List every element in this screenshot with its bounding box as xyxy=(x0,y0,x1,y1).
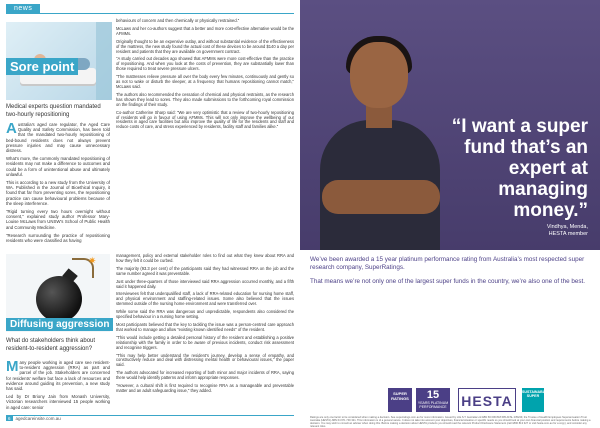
article2-paragraph: "However, a cultural shift is first required to recognise RRA as a manageable and preventable matter and an adult safeguarding issue," they added. xyxy=(116,383,294,393)
article1-paragraph: This is according to a new study from the University of WA. Published in the Journal of Bioethical Inquiry, it found that far from preventing sores, the repositioning practice can cause behavioural problems because of the sleep interference. xyxy=(6,180,110,206)
page-footer xyxy=(6,416,61,421)
article1-dropcap: A xyxy=(6,120,17,137)
article2-column-2 xyxy=(116,254,294,397)
ad-body-line-2: That means we’re not only one of the largest super funds in the country, we’re also one of the best. xyxy=(310,278,586,285)
platinum-badge xyxy=(416,388,450,412)
article2-paragraph: "This may help better understand the resident's journey, develop a sense of empathy, and constructively reduce and deal with distressing mental health or behavioural issues," the paper said. xyxy=(116,352,294,368)
article1-paragraph: behaviours of concern and then chemically or physically restrained." xyxy=(116,18,240,23)
article1-paragraph: "Research surrounding the practice of repositioning residents who were classified as having xyxy=(6,232,110,244)
spark-icon: ✷ xyxy=(88,256,97,267)
platinum-label: YEARS PLATINUM PERFORMANCE xyxy=(417,401,449,409)
article1-paragraph: "The mattresses relieve pressure all over the body every few minutes, continuously and gently so as not to wake or disturb the sleeper, at a frequency that humans repositioning cannot match," McLaws said. xyxy=(116,74,294,89)
article1-paragraph: Australia's aged care regulator, the Aged Care Quality and Safety Commission, has been told that the mandated two-hourly repositioning of bed-bound residents does not always prevent pressure injuries and may cause unnecessary distress. xyxy=(6,120,110,154)
curtain-shape xyxy=(96,22,112,100)
article1-paragraph: "Rigid turning every two hours overnight without consent," explained study author Professor Mary-Louise McLaws from UNSW's School of Public Health and Community Medicine. xyxy=(6,209,110,230)
article2-paragraph: Most participants believed that the key to tackling the issue was a person-centred care approach that worked to manage and allow "existing known identified needs" of the resident. xyxy=(116,321,294,332)
article1-standfirst: Medical experts question mandated two-hourly repositioning xyxy=(6,104,101,118)
article2-paragraph: "This would include getting a detailed personal history of the resident and establishing a positive relationship with the family in order to be aware of previous incidents, conduct risk assessment and recognise triggers. xyxy=(116,334,294,350)
ad-attribution xyxy=(450,224,600,238)
platinum-years: 15 xyxy=(426,389,440,401)
hesta-logo: HESTA xyxy=(458,388,516,412)
article2-paragraph: management, policy and external stakeholder roles to find out what they knew about RRA and how they felt it could be curbed. xyxy=(116,253,294,263)
section-divider xyxy=(6,13,294,14)
article1-column-2 xyxy=(116,19,294,133)
attribution-name: Vindhya, Menda, xyxy=(546,224,588,230)
left-page xyxy=(0,0,300,424)
article1-paragraph: Co-author Catherine Sharp said: "We are very optimistic that a review of two-hourly repositioning of residents will go in favour of using AFMMs. This will not only improve the wellbeing of our residents in aged care facilities but also improve the quality of life for the residents and staff and reduce costs of care, and stress experienced by residents, facility staff and families alike." xyxy=(116,109,294,130)
ad-copy-panel xyxy=(300,250,600,428)
article2-paragraph: Led by Dr Briony Jain from Monash University, Victorian researchers interviewed 15 people working in aged care: senior xyxy=(6,394,110,410)
article2-dropcap: M xyxy=(6,358,19,375)
article2-paragraph: The majority (93.3 per cent) of the participants said they had witnessed RRA on the job and the same number agreed it was preventable. xyxy=(116,265,294,276)
article1-paragraph: McLaws and her co-authors suggest that a better and more cost-effective alternative would be the AFMMs. xyxy=(116,25,294,36)
article1-column-1 xyxy=(6,122,110,246)
article2-headline: Diffusing aggression xyxy=(6,318,113,331)
article2-paragraph: The authors advocated for increased reporting of both minor and major incidents of RRA, saying there would help identify patterns and inform appropriate responses. xyxy=(116,370,294,381)
hesta-advertisement xyxy=(300,0,600,428)
ad-quote: “I want a super fund that’s an expert at managing money.” xyxy=(451,116,588,221)
article2-paragraph: While some said the RRA was dangerous and unpredictable, respondents also considered the specified behaviour in a nursing home setting. xyxy=(116,309,294,320)
ad-body-line-1: We’ve been awarded a 15 year platinum performance rating from Australia’s most respected super research company, SuperRatings. xyxy=(310,256,585,271)
article2-paragraph: Just under three-quarters of those interviewed said RRA aggression occurred monthly, and a fifth said it happened daily. xyxy=(116,278,294,289)
website-link[interactable]: agedcareinsite.com.au xyxy=(15,416,61,421)
bomb-icon xyxy=(36,276,82,322)
superratings-logo: SUPER RATINGS xyxy=(388,388,412,412)
article1-paragraph: "A study carried out decades ago showed that AFMMs were more cost-effective than the practice of repositioning. And when you look at the costs of prevention, they are substantially lower than those required to treat severe pressure ulcers. xyxy=(116,56,294,72)
article1-paragraph: What's more, the commonly mandated repositioning of residents may not make a difference to outcomes and could be a form of unintentional abuse and ultimately unlawful. xyxy=(6,156,110,177)
attribution-role: HESTA member xyxy=(548,231,588,237)
section-tag: news xyxy=(6,4,40,13)
person-arms-shape xyxy=(322,180,440,214)
disclaimer-text: Ratings are only one factor to be considered when making a decision. See superratings.com.au for more information. Issued by H.E.S.T. Australia Ltd ABN 66 006 818 695 AFSL 235249, the Trustee of Health Employees Superannuation Trust Australia (HESTA) ABN 64 971 749 321. This information is of a general nature. It does not take into account your objectives, financial situation or specific needs so you should look at your own financial position and requirements before making a decision. You may wish to consult an adviser when doing this. Before making a decision about HESTA products you should read the relevant Product Disclosure Statement (call 1800 813 327 or visit hesta.com.au for a copy), and consider any relevant risks. xyxy=(310,416,591,428)
article2-paragraph: Many people working in aged care see resident-to-resident aggression (RRA) as part and parcel of the job. Stakeholders are concerned for residents' welfare but face a lack of resources and evidence around guiding its prevention, a new study has said. xyxy=(6,358,110,392)
article1-paragraph: The authors also recommended the cessation of chemical and physical restraints, as the research has shown they lead to sores. They also made submissions to the forthcoming royal commission on the findings of their study. xyxy=(116,91,294,107)
article1-paragraph: Originally thought to be an expensive outlay, and without substantial evidence of the effectiveness of the mattress, the new study found the actual cost of these devices to be around $140 a day per resident and patients that they are available on government contract. xyxy=(116,38,294,54)
article2-column-1 xyxy=(6,360,110,413)
page-number: 6 xyxy=(8,416,11,421)
sustainable-super-logo: SUSTAINABLE SUPER xyxy=(522,388,544,412)
article1-headline: Sore point xyxy=(6,58,78,75)
article2-standfirst: What do stakeholders think about resident-to-resident aggression? xyxy=(6,338,96,352)
person-face-shape xyxy=(350,42,408,108)
article2-paragraph: Interviewees felt that underqualified staff, a lack of RRA-related education for nursing home staff, and physical environment and staffing-related issues. Some also believed that the issues stemmed outside of the nursing home environment and were transferred over. xyxy=(116,291,294,307)
